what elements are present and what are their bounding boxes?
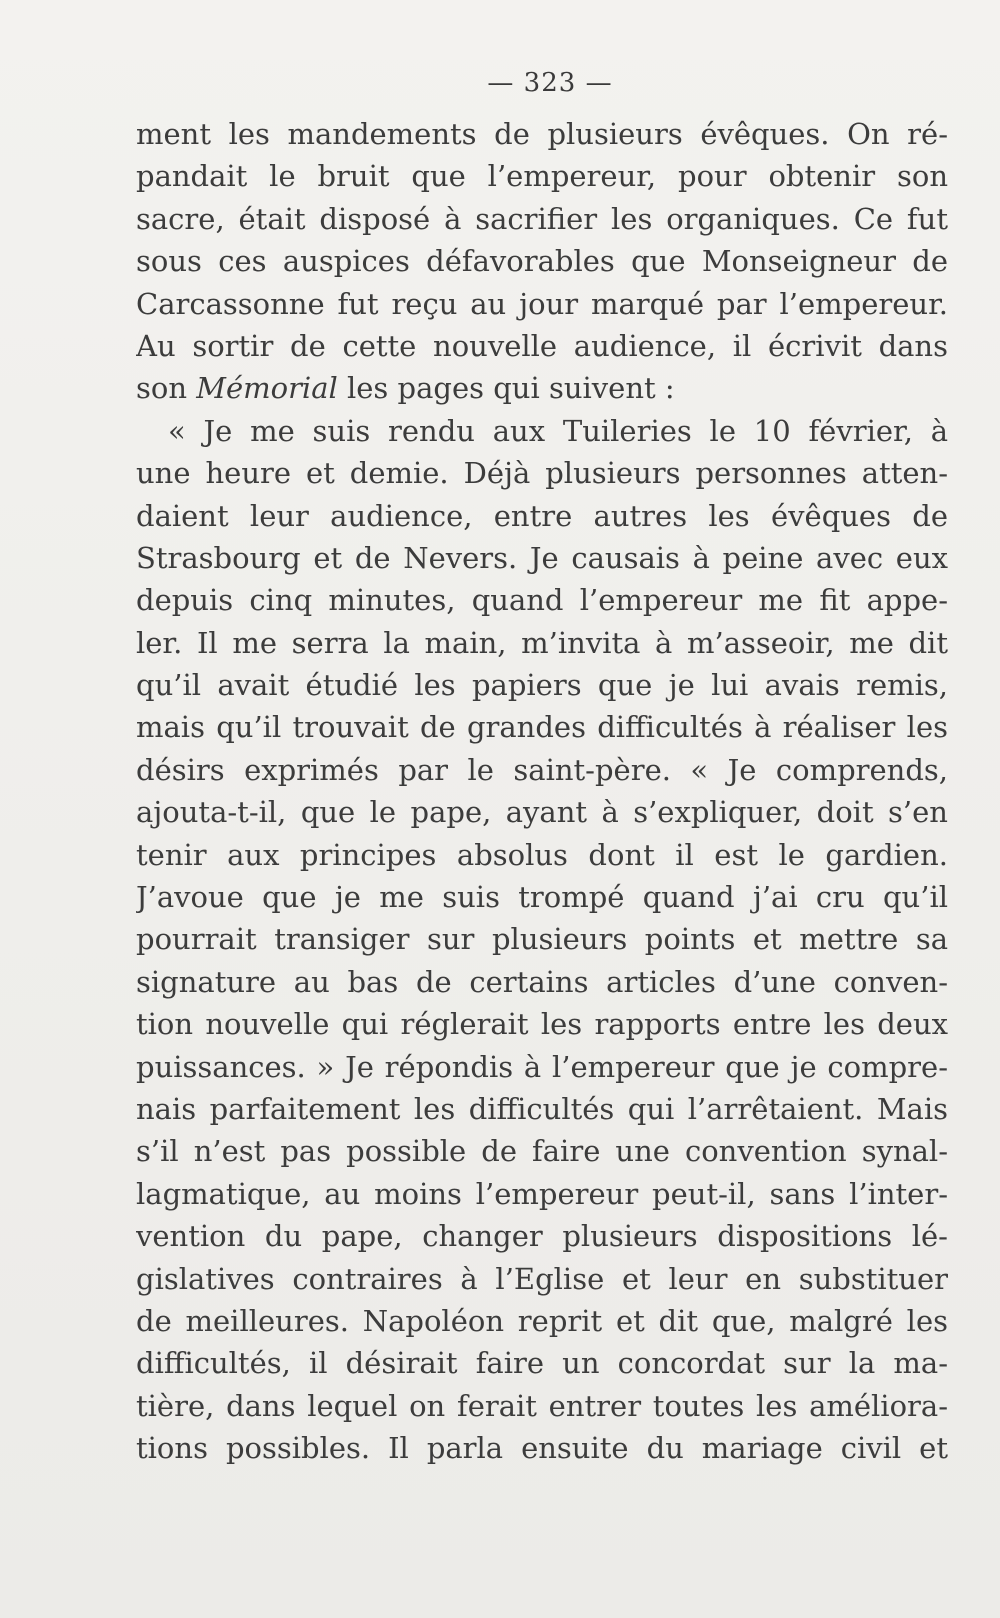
- text-line: depuis cinq minutes, quand l’empereur me fit appe-: [136, 583, 948, 618]
- text-line: pourrait transiger sur plusieurs points et mettre sa: [136, 922, 948, 957]
- text-line: Carcassonne fut reçu au jour marqué par l’empereur.: [136, 286, 948, 321]
- text-line: pandait le bruit que l’empereur, pour obtenir son: [136, 159, 948, 194]
- text-line: de meilleures. Napoléon reprit et dit que, malgré les: [136, 1303, 948, 1338]
- text-line: ler. Il me serra la main, m’invita à m’asseoir, me dit: [136, 625, 948, 660]
- memorial-title: Mémorial: [196, 371, 338, 406]
- text-line: difficultés, il désirait faire un concordat sur la ma-: [136, 1346, 948, 1381]
- text-line: ment les mandements de plusieurs évêques. On ré-: [136, 117, 948, 151]
- text-line: tions possibles. Il parla ensuite du mariage civil et: [136, 1431, 948, 1466]
- text-line: s’il n’est pas possible de faire une convention synal-: [136, 1134, 948, 1169]
- text-line: signature au bas de certains articles d’une conven-: [136, 964, 948, 999]
- page-number: — 323 —: [487, 68, 613, 98]
- text-line: daient leur audience, entre autres les évêques de: [136, 498, 948, 533]
- text-line: « Je me suis rendu aux Tuileries le 10 février, à: [168, 413, 948, 448]
- text-line: gislatives contraires à l’Eglise et leur en substituer: [136, 1261, 948, 1296]
- text-line: Strasbourg et de Nevers. Je causais à peine avec eux: [136, 540, 948, 575]
- text-line: Au sortir de cette nouvelle audience, il écrivit dans: [136, 328, 948, 363]
- text-line: J’avoue que je me suis trompé quand j’ai cru qu’il: [136, 880, 948, 915]
- text-line: nais parfaitement les difficultés qui l’arrêtaient. Mais: [136, 1091, 948, 1126]
- text-line: mais qu’il trouvait de grandes difficultés à réaliser les: [136, 710, 948, 745]
- body-text: [136, 113, 948, 1470]
- text-line: désirs exprimés par le saint-père. « Je comprends,: [136, 752, 948, 787]
- text-line: puissances. » Je répondis à l’empereur que je compre-: [136, 1049, 948, 1084]
- text-line: une heure et demie. Déjà plusieurs personnes atten-: [136, 456, 948, 491]
- text-line: sous ces auspices défavorables que Monseigneur de: [136, 244, 948, 279]
- text-line: sacre, était disposé à sacrifier les organiques. Ce fut: [136, 201, 948, 236]
- text-line: qu’il avait étudié les papiers que je lui avais remis,: [136, 668, 948, 703]
- text-line: tenir aux principes absolus dont il est le gardien.: [136, 837, 948, 872]
- text-line: tière, dans lequel on ferait entrer toutes les améliora-: [136, 1388, 948, 1423]
- text-line: tion nouvelle qui réglerait les rapports entre les deux: [136, 1007, 948, 1042]
- text-line: vention du pape, changer plusieurs dispositions lé-: [136, 1219, 948, 1254]
- text-line: ajouta-t-il, que le pape, ayant à s’expliquer, doit s’en: [136, 795, 948, 830]
- text-line: son Mémorial les pages qui suivent :: [136, 371, 675, 406]
- text-line: lagmatique, au moins l’empereur peut-il, sans l’inter-: [136, 1176, 948, 1211]
